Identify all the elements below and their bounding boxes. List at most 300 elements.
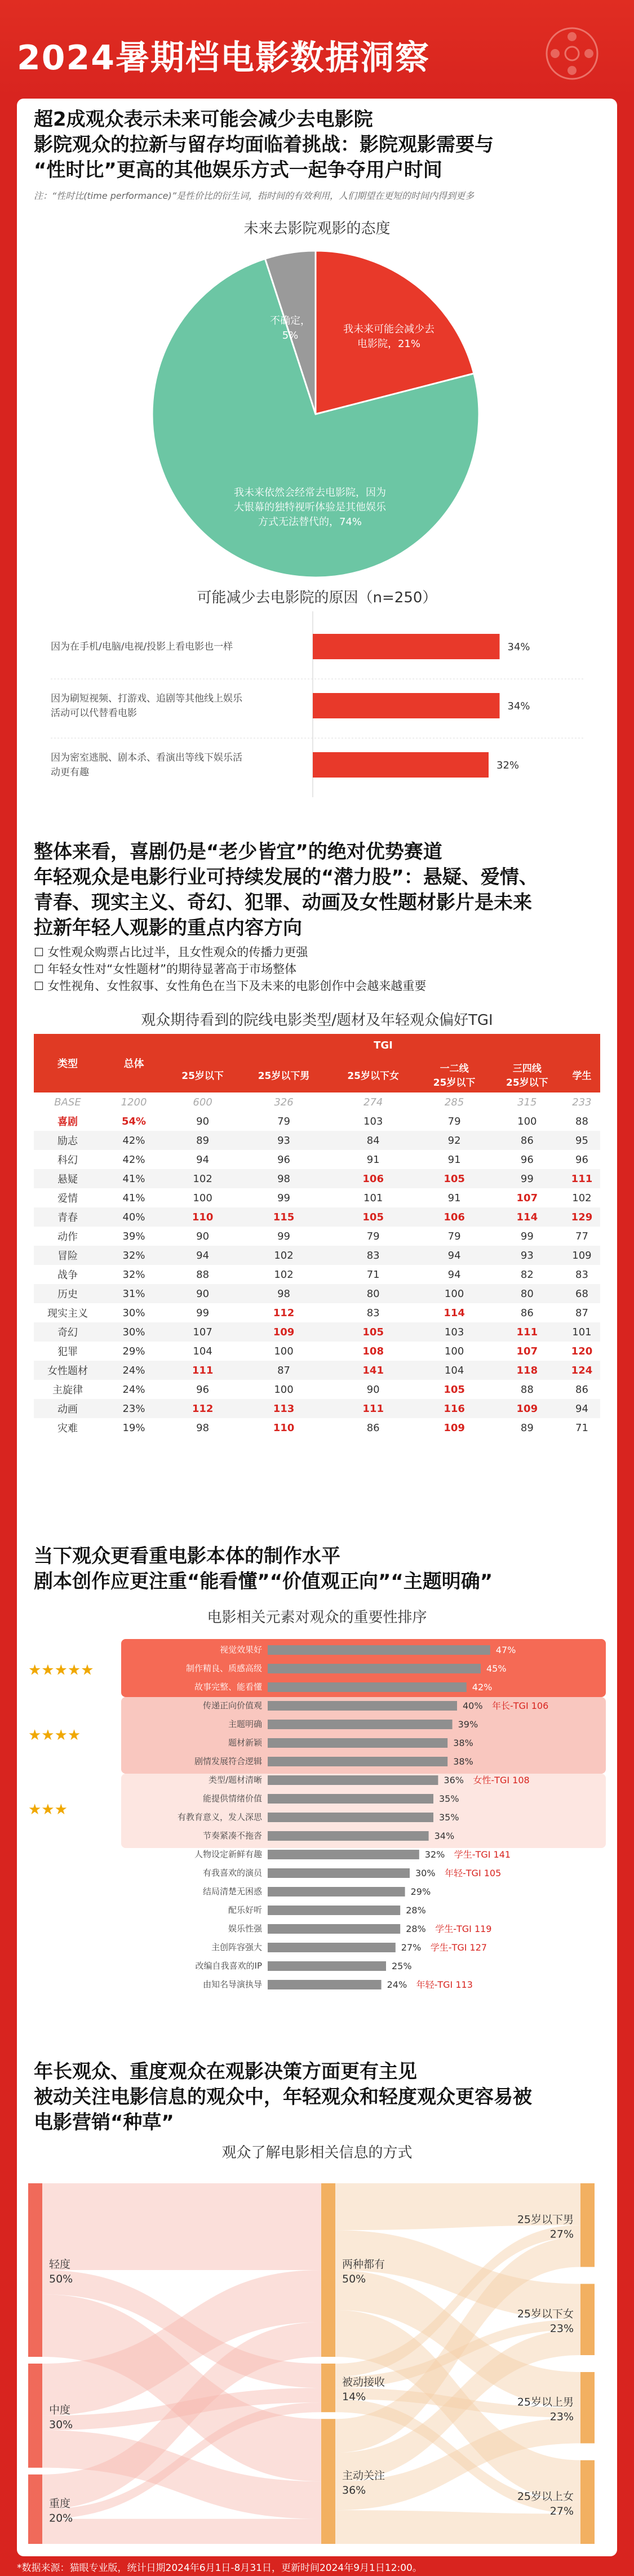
table-cell: 104 [193, 1345, 212, 1357]
table-cell: 82 [520, 1268, 534, 1281]
importance-value-label: 38% [453, 1738, 473, 1748]
table-cell: 68 [575, 1287, 588, 1300]
table-cell: 110 [192, 1211, 214, 1223]
table-subheader: 25岁以下女 [347, 1070, 400, 1082]
sankey-node-label: 轻度 [49, 2258, 71, 2271]
table-cell: 111 [516, 1326, 538, 1338]
table-row [34, 1207, 600, 1227]
importance-tgi-label: 女性-TGI 108 [473, 1775, 530, 1786]
importance-value-label: 35% [439, 1793, 459, 1804]
importance-label: 娱乐性强 [228, 1924, 262, 1934]
sankey-node-value: 30% [49, 2418, 73, 2431]
table-cell: 106 [362, 1172, 384, 1185]
table-cell: 80 [520, 1287, 534, 1300]
table-cell-total: 24% [122, 1364, 145, 1376]
table-cell: 1200 [121, 1096, 147, 1108]
table-cell-total: 32% [122, 1249, 145, 1262]
sankey-node-value: 20% [49, 2512, 73, 2525]
table-cell-total: 32% [122, 1268, 145, 1281]
importance-label: 故事完整、能看懂 [194, 1682, 262, 1692]
table-cell: 141 [362, 1364, 384, 1376]
table-cell: 96 [277, 1153, 290, 1166]
bullet-item: ☐ 女性观众购票占比过半，且女性观众的传播力更强 [34, 944, 426, 961]
importance-tgi-label: 学生-TGI 141 [454, 1849, 511, 1860]
sankey-node-label: 25岁以下女 [517, 2307, 574, 2320]
table-cell-type: 犯罪 [57, 1346, 78, 1358]
importance-value-label: 45% [486, 1663, 507, 1674]
importance-value-label: 42% [472, 1682, 493, 1693]
table-row [34, 1418, 600, 1437]
table-row [34, 1265, 600, 1284]
section2-bullets [34, 944, 426, 994]
table-cell: 101 [363, 1192, 383, 1204]
importance-label: 能提供情绪价值 [202, 1793, 262, 1804]
importance-bar [268, 1868, 410, 1878]
sankey-node-right [580, 2460, 595, 2544]
table-cell-type: 女性题材 [47, 1365, 88, 1377]
table-cell: 71 [366, 1268, 380, 1281]
table-subheader: 25岁以下男 [258, 1070, 310, 1082]
reason-label: 因为密室逃脱、剧本杀、看演出等线下娱乐活 [51, 752, 242, 763]
table-cell: 79 [366, 1230, 380, 1242]
table-cell: 102 [274, 1268, 294, 1281]
importance-label: 节奏紧凑不拖沓 [202, 1831, 262, 1841]
sankey-node-value: 50% [49, 2273, 73, 2285]
table-cell-type: 历史 [57, 1289, 78, 1300]
importance-bar [268, 1831, 429, 1841]
table-cell-type: 动画 [57, 1404, 78, 1415]
table-cell-total: 29% [122, 1345, 145, 1357]
section3-title-line: 当下观众更看重电影本体的制作水平 [34, 1545, 340, 1567]
reason-label: 活动可以代替看电影 [51, 708, 137, 719]
table-cell: 94 [575, 1402, 588, 1415]
table-cell-type: 奇幻 [57, 1327, 78, 1339]
sankey-flow [42, 2183, 321, 2270]
table-cell: 98 [196, 1422, 210, 1434]
table-cell: 83 [366, 1307, 380, 1319]
table-cell: 109 [572, 1249, 592, 1262]
table-cell: 102 [572, 1192, 592, 1204]
importance-tgi-label: 学生-TGI 127 [430, 1942, 487, 1953]
table-row [34, 1112, 600, 1131]
table-cell: 103 [363, 1115, 383, 1127]
sankey-node-label: 中度 [49, 2404, 71, 2417]
table-cell: 86 [575, 1383, 588, 1396]
table-cell: 86 [520, 1307, 534, 1319]
sankey-title: 观众了解电影相关信息的方式 [221, 2144, 413, 2161]
table-cell: 88 [196, 1268, 210, 1281]
table-row [34, 1342, 600, 1361]
table-row [34, 1322, 600, 1342]
importance-value-label: 47% [495, 1645, 516, 1655]
section1-title-line: “性时比”更高的其他娱乐方式一起争夺用户时间 [34, 159, 442, 181]
sankey-node-value: 50% [342, 2273, 366, 2285]
sankey-node-middle [321, 2419, 335, 2544]
sankey-node-value: 36% [342, 2484, 366, 2497]
table-cell: 91 [366, 1153, 380, 1166]
table-row [34, 1169, 600, 1188]
pie-label: 5% [282, 330, 299, 341]
footer-source: *数据来源：猫眼专业版，统计日期2024年6月1日-8月31日，更新时间2024年9月1日12:00。 [17, 2562, 422, 2574]
importance-bar [268, 1720, 453, 1729]
table-cell: 95 [575, 1134, 588, 1147]
table-row [34, 1303, 600, 1322]
pie-chart-title: 未来去影院观影的态度 [243, 220, 391, 237]
table-cell: 90 [196, 1230, 210, 1242]
table-cell-total: 31% [122, 1287, 145, 1300]
table-cell: 89 [196, 1134, 210, 1147]
section2-title-line: 青春、现实主义、奇幻、犯罪、动画及女性题材影片是未来 [34, 891, 532, 914]
importance-value-label: 34% [434, 1831, 455, 1841]
pie-label: 我未来依然会经常去电影院，因为 [234, 487, 386, 499]
importance-value-label: 25% [392, 1961, 412, 1971]
table-subheader: 一二线 25岁以下 [433, 1063, 476, 1089]
table-cell: 99 [196, 1307, 210, 1319]
importance-value-label: 36% [444, 1775, 464, 1786]
reason-label: 因为在手机/电脑/电视/投影上看电影也一样 [51, 641, 233, 652]
table-header-tgi: TGI [374, 1039, 393, 1051]
table-cell: 91 [447, 1192, 461, 1204]
section4-title-line: 被动关注电影信息的观众中，年轻观众和轻度观众更容易被 [34, 2086, 532, 2108]
table-cell: 98 [277, 1172, 290, 1185]
table-cell: 112 [273, 1307, 295, 1319]
table-cell-type: 灾难 [57, 1423, 78, 1434]
table-cell: 83 [575, 1268, 588, 1281]
table-cell-total: 23% [122, 1402, 145, 1415]
table-cell: 109 [273, 1326, 295, 1338]
section2-title-line: 整体来看，喜剧仍是“老少皆宜”的绝对优势赛道 [34, 841, 442, 863]
table-cell-type: 战争 [57, 1269, 78, 1281]
pie-label: 不确定， [270, 315, 311, 327]
table-cell: 96 [520, 1153, 534, 1166]
table-cell-type: 科幻 [57, 1154, 78, 1166]
importance-bar [268, 1850, 419, 1859]
importance-label: 改编自我喜欢的IP [195, 1961, 262, 1971]
importance-value-label: 32% [424, 1849, 445, 1860]
reason-label: 因为刷短视频、打游戏、追剧等其他线上娱乐 [51, 693, 242, 704]
table-cell: 87 [575, 1307, 588, 1319]
table-cell: 96 [575, 1153, 588, 1166]
table-cell: 233 [572, 1096, 592, 1108]
importance-label: 视觉效果好 [219, 1645, 262, 1655]
importance-tgi-label: 年轻-TGI 113 [416, 1979, 473, 1990]
importance-value-label: 28% [406, 1924, 426, 1934]
table-cell: 102 [193, 1172, 212, 1185]
table-cell: 120 [571, 1345, 593, 1357]
importance-chart-title: 电影相关元素对观众的重要性排序 [207, 1609, 427, 1626]
table-cell: 88 [575, 1115, 588, 1127]
table-subheader: 三四线 25岁以下 [506, 1063, 548, 1089]
table-cell: 111 [571, 1172, 593, 1185]
table-cell: 96 [196, 1383, 210, 1396]
table-cell: 87 [277, 1364, 290, 1376]
section4-title-line: 电影营销“种草” [34, 2111, 174, 2134]
bullet-item: ☐ 年轻女性对“女性题材”的期待显著高于市场整体 [34, 961, 426, 978]
table-cell: 79 [447, 1115, 461, 1127]
table-cell: 90 [196, 1287, 210, 1300]
table-cell: 105 [362, 1211, 384, 1223]
table-cell-type: 主旋律 [52, 1384, 83, 1396]
table-row [34, 1188, 600, 1207]
importance-bar [268, 1738, 447, 1748]
table-cell: 114 [444, 1307, 465, 1319]
table-row [34, 1284, 600, 1303]
importance-bar [268, 1924, 400, 1934]
table-cell: 71 [575, 1422, 588, 1434]
importance-bar [268, 1906, 400, 1915]
section3-title [34, 1544, 493, 1595]
table-cell: 88 [520, 1383, 534, 1396]
sankey-node-label: 重度 [49, 2497, 71, 2510]
table-header-total: 总体 [123, 1058, 144, 1070]
table-cell: 108 [362, 1345, 384, 1357]
importance-value-label: 35% [439, 1812, 459, 1823]
table-cell: 102 [274, 1249, 294, 1262]
sankey-node-left [28, 2183, 42, 2357]
table-row [34, 1380, 600, 1399]
table-cell: 109 [444, 1422, 465, 1434]
table-cell: 111 [362, 1402, 384, 1415]
importance-label: 配乐好听 [228, 1905, 262, 1915]
stars-icon: ★★★★ [28, 1727, 81, 1744]
sankey-flow [335, 2510, 580, 2544]
importance-bar [268, 1664, 481, 1673]
table-cell: 99 [520, 1172, 534, 1185]
table-cell: 90 [196, 1115, 210, 1127]
sankey-node-left [28, 2475, 42, 2544]
table-cell-type: 喜剧 [57, 1116, 78, 1128]
table-cell-total: 42% [122, 1134, 145, 1147]
sankey-node-value: 23% [549, 2410, 574, 2423]
table-cell: 92 [447, 1134, 461, 1147]
sankey-chart [17, 2172, 617, 2550]
section1-title-line: 超2成观众表示未来可能会减少去电影院 [34, 108, 373, 131]
table-cell: 100 [444, 1287, 464, 1300]
table-cell: 94 [196, 1153, 210, 1166]
table-cell: 111 [192, 1364, 214, 1376]
table-subheader: 25岁以下 [181, 1070, 224, 1082]
pie-chart [118, 242, 513, 586]
table-cell: 84 [366, 1134, 380, 1147]
pie-label: 电影院，21% [357, 338, 421, 350]
table-cell: 129 [571, 1211, 593, 1223]
table-cell-total: 39% [122, 1230, 145, 1242]
table-cell: 79 [447, 1230, 461, 1242]
pie-label: 我未来可能会减少去 [343, 323, 435, 335]
content-card [17, 99, 617, 2556]
table-cell: 124 [571, 1364, 593, 1376]
table-cell: 103 [444, 1326, 464, 1338]
importance-tgi-label: 年轻-TGI 105 [445, 1868, 502, 1878]
table-cell: 83 [366, 1249, 380, 1262]
table-cell-total: 30% [122, 1326, 145, 1338]
importance-label: 制作精良、质感高级 [185, 1663, 262, 1673]
reasons-bar-chart [17, 611, 617, 814]
importance-label: 传递正向价值观 [202, 1700, 262, 1711]
pie-label: 方式无法替代的，74% [258, 516, 362, 528]
title-bar [0, 0, 634, 99]
table-cell: 93 [277, 1134, 290, 1147]
reason-bar [313, 634, 500, 659]
tgi-table [34, 1034, 600, 1437]
section3-title-line: 剧本创作应更注重“能看懂”“价值观正向”“主题明确” [34, 1570, 493, 1593]
reasons-chart-title: 可能减少去电影院的原因（n=250） [197, 589, 437, 606]
reason-label: 动更有趣 [51, 767, 89, 778]
table-cell: 94 [196, 1249, 210, 1262]
sankey-node-label: 25岁以上男 [517, 2396, 574, 2409]
table-cell: 99 [277, 1230, 290, 1242]
table-cell: 100 [444, 1345, 464, 1357]
table-row-base [34, 1092, 600, 1112]
importance-label: 结局清楚无困惑 [202, 1886, 262, 1897]
film-reel-icon [533, 23, 611, 85]
importance-bar [268, 1775, 438, 1785]
importance-bar [268, 1794, 433, 1804]
importance-label: 人物设定新鲜有趣 [194, 1849, 262, 1859]
table-cell-total: 19% [122, 1422, 145, 1434]
table-row [34, 1150, 600, 1169]
reason-bar [313, 693, 500, 718]
tgi-table-title: 观众期待看到的院线电影类型/题材及年轻观众偏好TGI [141, 1012, 493, 1029]
table-cell: 93 [520, 1249, 534, 1262]
sankey-node-label: 主动关注 [342, 2470, 385, 2482]
reason-value-label: 34% [507, 700, 530, 712]
sankey-node-value: 14% [342, 2391, 366, 2404]
table-cell: 116 [444, 1402, 465, 1415]
section2-title-line: 年轻观众是电影行业可持续发展的“潜力股”：悬疑、爱情、 [34, 866, 538, 889]
table-cell: 112 [192, 1402, 214, 1415]
reason-bar [313, 752, 489, 778]
table-cell: 107 [516, 1192, 538, 1204]
table-cell: 109 [516, 1402, 538, 1415]
section4-title [34, 2059, 532, 2135]
table-cell: 99 [520, 1230, 534, 1242]
table-cell-total: 54% [121, 1115, 147, 1127]
importance-bar [268, 1645, 490, 1655]
importance-bar [268, 1961, 386, 1971]
table-cell: 90 [366, 1383, 380, 1396]
bullet-item: ☐ 女性视角、女性叙事、女性角色在当下及未来的电影创作中会越来越重要 [34, 978, 426, 994]
table-cell: 94 [447, 1249, 461, 1262]
table-cell: 110 [273, 1422, 295, 1434]
sankey-node-middle [321, 2183, 335, 2357]
section1-title [34, 107, 494, 183]
table-subheader: 学生 [572, 1070, 592, 1082]
importance-value-label: 28% [406, 1905, 426, 1916]
importance-value-label: 30% [415, 1868, 436, 1878]
importance-bar [268, 1682, 467, 1692]
table-row [34, 1246, 600, 1265]
table-cell-type: 冒险 [57, 1250, 78, 1262]
importance-label: 有教育意义，发人深思 [177, 1812, 262, 1822]
pie-label: 大银幕的独特视听体验是其他娱乐 [234, 501, 386, 513]
table-cell: 107 [193, 1326, 212, 1338]
table-cell: 326 [274, 1096, 294, 1108]
table-cell: 600 [193, 1096, 212, 1108]
table-cell-type: 动作 [57, 1231, 78, 1243]
table-cell-type: 励志 [57, 1135, 78, 1147]
importance-value-label: 38% [453, 1756, 473, 1767]
table-cell: 105 [444, 1383, 465, 1396]
sankey-node-middle [321, 2364, 335, 2412]
table-cell-total: 42% [122, 1153, 145, 1166]
sankey-node-right [580, 2372, 595, 2444]
importance-label: 剧情发展符合逻辑 [194, 1756, 262, 1766]
section2-title [34, 840, 538, 941]
importance-value-label: 24% [387, 1979, 407, 1990]
importance-bar [268, 1813, 433, 1822]
importance-bar [268, 1701, 457, 1711]
sankey-node-value: 23% [549, 2322, 574, 2335]
section1-title-line: 影院观众的拉新与留存均面临着挑战：影院观影需要与 [34, 134, 494, 156]
table-cell: 100 [517, 1115, 537, 1127]
importance-label: 有我喜欢的演员 [202, 1868, 262, 1878]
table-header-type: 类型 [57, 1058, 78, 1070]
table-cell: 100 [274, 1345, 294, 1357]
table-row [34, 1227, 600, 1246]
importance-tgi-label: 年长-TGI 106 [492, 1700, 549, 1711]
sankey-node-value: 27% [549, 2228, 574, 2241]
sankey-flow [42, 2519, 321, 2544]
stars-icon: ★★★★★ [28, 1662, 94, 1679]
table-cell: 77 [575, 1230, 588, 1242]
table-cell: 86 [520, 1134, 534, 1147]
table-row [34, 1131, 600, 1150]
reason-value-label: 32% [496, 760, 520, 771]
table-row [34, 1399, 600, 1418]
importance-label: 题材新颖 [228, 1738, 262, 1748]
table-cell: 315 [517, 1096, 537, 1108]
importance-bar [268, 1980, 382, 1989]
table-body [34, 1092, 600, 1437]
table-cell: 101 [572, 1326, 592, 1338]
stars-icon: ★★★ [28, 1801, 68, 1818]
table-cell: 99 [277, 1192, 290, 1204]
table-cell: 105 [362, 1326, 384, 1338]
table-cell: 107 [516, 1345, 538, 1357]
importance-bar [268, 1943, 396, 1952]
sankey-node-left [28, 2364, 42, 2468]
table-cell-total: 30% [122, 1307, 145, 1319]
table-cell: 100 [274, 1383, 294, 1396]
table-cell-total: 41% [122, 1172, 145, 1185]
table-cell: 79 [277, 1115, 290, 1127]
table-row [34, 1361, 600, 1380]
table-cell-type: 爱情 [57, 1193, 78, 1205]
sankey-node-label: 25岁以上女 [517, 2490, 574, 2503]
table-cell-total: 41% [122, 1192, 145, 1204]
table-cell: BASE [54, 1096, 81, 1108]
importance-label: 主题明确 [228, 1719, 262, 1729]
section1-note: 注：“性时比(time performance)”是性价比的衍生词，指时间的有效利用，人们期望在更短的时间内得到更多 [34, 190, 475, 201]
importance-label: 主创阵容强大 [211, 1942, 262, 1952]
table-cell-type: 青春 [57, 1212, 78, 1224]
table-cell: 80 [366, 1287, 380, 1300]
importance-value-label: 29% [410, 1886, 431, 1897]
importance-value-label: 40% [463, 1700, 483, 1711]
sankey-node-right [580, 2284, 595, 2356]
table-cell: 94 [447, 1268, 461, 1281]
table-cell: 114 [516, 1211, 538, 1223]
table-cell-total: 40% [122, 1211, 145, 1223]
table-cell: 285 [444, 1096, 464, 1108]
section2-title-line: 拉新年轻人观影的重点内容方向 [34, 917, 302, 939]
sankey-node-label: 两种都有 [342, 2258, 385, 2271]
importance-tgi-label: 学生-TGI 119 [435, 1924, 492, 1934]
sankey-node-right [580, 2183, 595, 2267]
table-cell: 100 [193, 1192, 212, 1204]
table-cell-type: 悬疑 [57, 1174, 78, 1185]
